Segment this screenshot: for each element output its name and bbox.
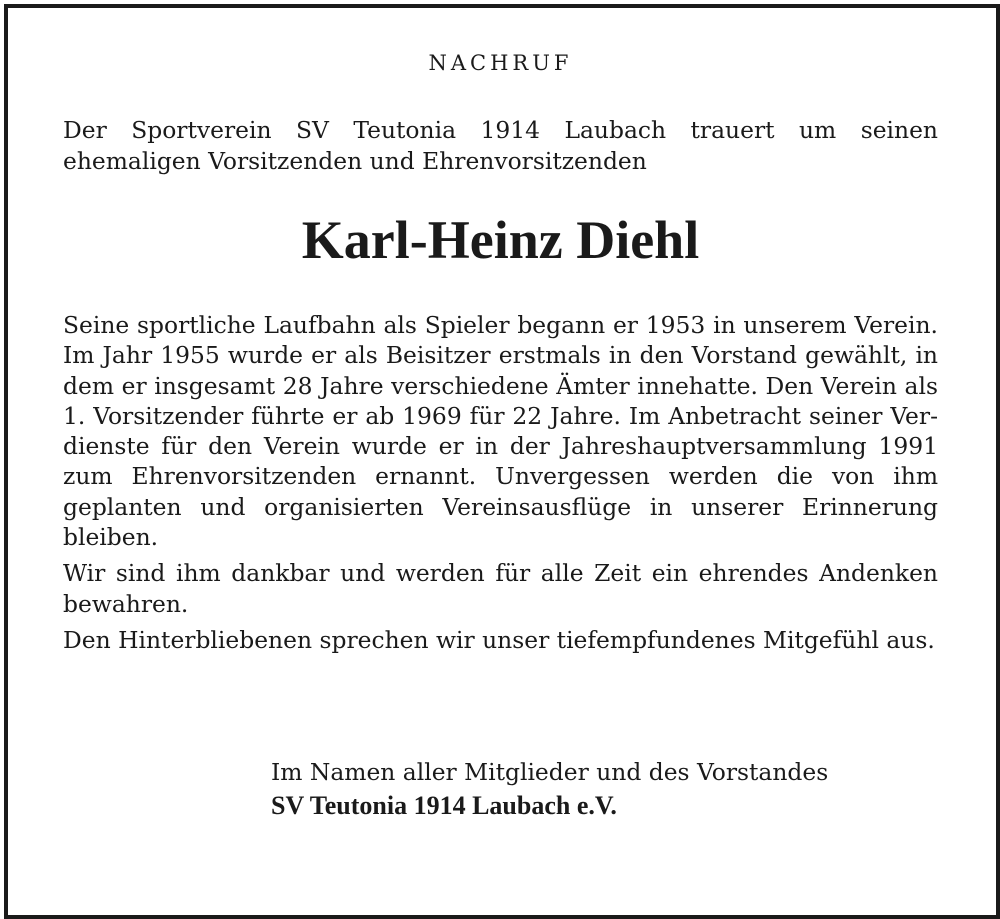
signature-organization: SV Teutonia 1914 Laubach e.V. xyxy=(271,791,617,820)
notice-intro: Der Sportverein SV Teutonia 1914 Laubach trauert um seinen ehemaligen Vorsitzenden und Ehrenvorsitzenden xyxy=(63,116,938,175)
notice-heading: NACHRUF xyxy=(428,51,573,75)
notice-body xyxy=(63,310,938,661)
body-paragraph-career: Seine sportliche Laufbahn als Spieler begann er 1953 in unserem Verein. Im Jahr 1955 wurde er als Beisitzer erstmals in den Vorstand gewählt, in dem er insgesamt 28 Jahre verschiedene Ämter innehatte. Den Verein als 1. Vorsitzender führte er ab 1969 für 22 Jahre. Im Anbetracht seiner Verdienste für den Verein wurde er in der Jahreshauptversammlung 1991 zum Ehrenvorsitzenden ernannt. Unvergessen werden die von ihm geplanten und organisierten Vereinsausflüge in unserer Erinnerung bleiben. xyxy=(63,311,938,552)
body-paragraph-gratitude: Wir sind ihm dankbar und werden für alle Zeit ein ehrendes Andenken bewahren. xyxy=(63,559,938,618)
body-paragraph-condolence: Den Hinterbliebenen sprechen wir unser tiefempfundenes Mitgefühl aus. xyxy=(63,625,935,654)
deceased-name: Karl-Heinz Diehl xyxy=(301,210,700,270)
signature-block xyxy=(271,755,938,823)
signature-line: Im Namen aller Mitglieder und des Vorstandes xyxy=(271,758,829,786)
